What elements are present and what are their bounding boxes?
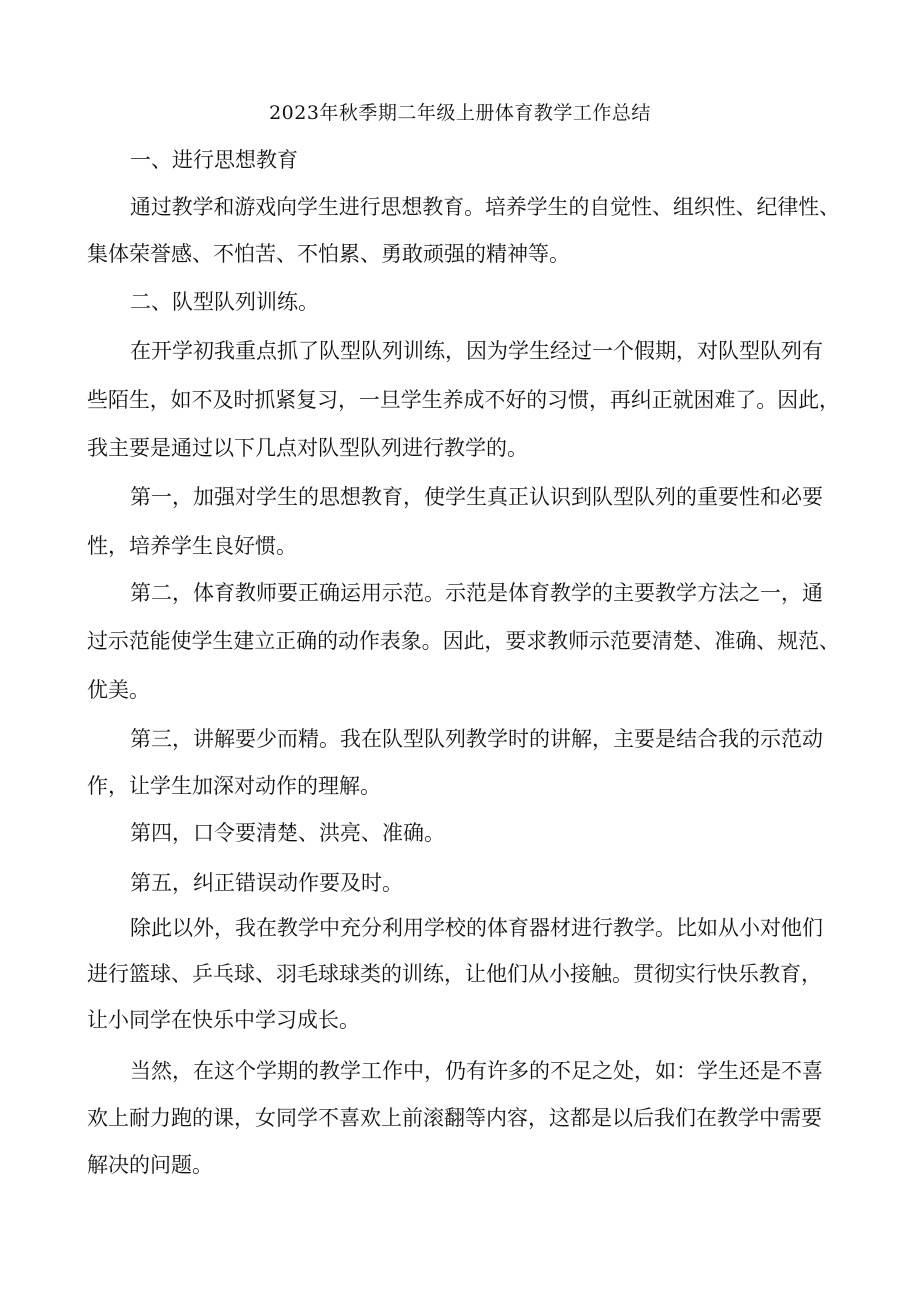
- paragraph-line: 第二，体育教师要正确运用示范。示范是体育教学的主要教学方法之一，通: [130, 581, 823, 605]
- paragraph-line: 进行篮球、乒乓球、羽毛球球类的训练，让他们从小接触。贯彻实行快乐教育，: [87, 962, 822, 986]
- paragraph-line: 性，培养学生良好惯。: [87, 534, 297, 558]
- paragraph-line: 第五，纠正错误动作要及时。: [130, 871, 403, 895]
- paragraph-line: 我主要是通过以下几点对队型队列进行教学的。: [87, 436, 528, 460]
- paragraph-line: 些陌生，如不及时抓紧复习，一旦学生养成不好的习惯，再纠正就困难了。因此，: [87, 388, 840, 412]
- paragraph-line: 第四，口令要清楚、洪亮、准确。: [130, 821, 445, 845]
- section-heading-2: 二、队型队列训练。: [130, 290, 319, 314]
- paragraph-line: 在开学初我重点抓了队型队列训练，因为学生经过一个假期，对队型队列有: [130, 339, 823, 363]
- paragraph-line: 欢上耐力跑的课，女同学不喜欢上前滚翻等内容，这都是以后我们在教学中需要: [87, 1106, 822, 1130]
- paragraph-line: 解决的问题。: [87, 1153, 213, 1177]
- document-title: 2023年秋季期二年级上册体育教学工作总结: [269, 102, 651, 124]
- paragraph-line: 当然，在这个学期的教学工作中，仍有许多的不足之处，如：学生还是不喜: [130, 1059, 823, 1083]
- paragraph-line: 通过教学和游戏向学生进行思想教育。培养学生的自觉性、组织性、纪律性、: [130, 195, 841, 219]
- paragraph-line: 除此以外，我在教学中充分利用学校的体育器材进行教学。比如从小对他们: [130, 916, 823, 940]
- paragraph-line: 过示范能使学生建立正确的动作表象。因此，要求教师示范要清楚、准确、规范、: [87, 629, 840, 653]
- paragraph-line: 作，让学生加深对动作的理解。: [87, 774, 381, 798]
- paragraph-line: 集体荣誉感、不怕苦、不怕累、勇敢顽强的精神等。: [87, 242, 570, 266]
- paragraph-line: 第三，讲解要少而精。我在队型队列教学时的讲解，主要是结合我的示范动: [130, 727, 823, 751]
- paragraph-line: 让小同学在快乐中学习成长。: [87, 1008, 360, 1032]
- paragraph-line: 优美。: [87, 678, 150, 702]
- paragraph-line: 第一，加强对学生的思想教育，使学生真正认识到队型队列的重要性和必要: [130, 485, 823, 509]
- section-heading-1: 一、进行思想教育: [130, 148, 298, 172]
